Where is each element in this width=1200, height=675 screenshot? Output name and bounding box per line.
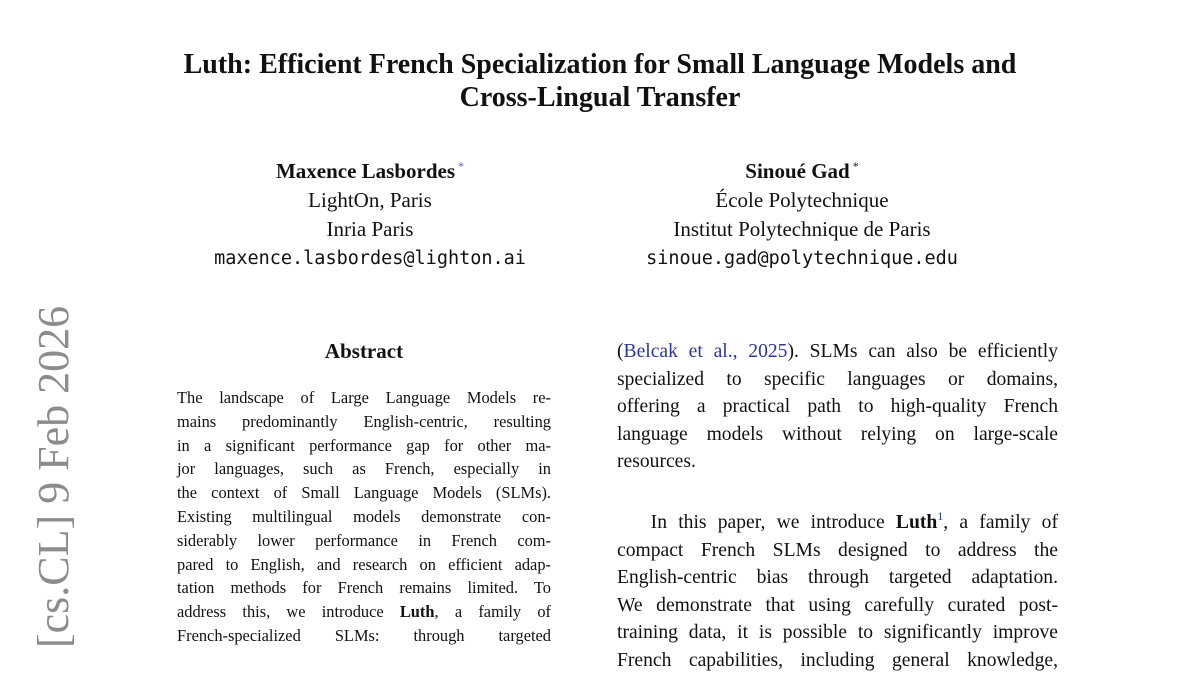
intro-line: We demonstrate that using carefully curated post- [617,594,1058,616]
intro-line: French capabilities, including general knowledge, [617,649,1058,671]
abstract-line: the context of Small Language Models (SLMs). [177,483,551,503]
intro-line: resources. [617,451,696,473]
abstract-heading: Abstract [324,339,404,363]
abstract-line: French-specialized SLMs: through targeted [177,625,551,645]
abstract-body [177,386,551,648]
intro-text: , a family of [943,511,1058,533]
intro-line [617,503,1058,537]
author-marker: * [852,159,859,173]
intro-column [617,338,1058,675]
abstract-line: The landscape of Large Language Models re- [177,388,551,407]
intro-line [617,338,1058,366]
author-name: Sinoué Gad [745,159,850,183]
paper-title [0,48,1200,114]
intro-line: language models without relying on large-scale [617,423,1058,445]
intro-line: offering a practical path to high-quality French [617,396,1058,418]
author-email[interactable]: maxence.lasbordes@lighton.ai [214,248,526,269]
title-line-1: Luth: Efficient French Specialization for Small Language Models and [183,49,1017,80]
intro-line: English-centric bias through targeted adaptation. [617,567,1058,589]
author-affiliation: Inria Paris [326,217,414,241]
author-marker: * [458,159,465,173]
abstract-line: Existing multilingual models demonstrate con- [177,506,551,526]
abstract-line: pared to English, and research on efficient adap- [177,554,551,574]
author-block-2 [612,152,992,273]
author-email[interactable]: sinoue.gad@polytechnique.edu [646,248,958,269]
title-line-2: Cross-Lingual Transfer [459,82,741,113]
citation-link[interactable]: Belcak et al., 2025 [623,341,788,362]
author-name: Maxence Lasbordes [275,159,456,183]
intro-line: compact French SLMs designed to address the [617,539,1058,561]
abstract-line: in a significant performance gap for other ma- [177,435,551,455]
abstract-line: tation methods for French remains limited. To [177,578,551,598]
abstract-line: siderably lower performance in French com- [177,530,551,550]
model-name: Luth [895,511,938,533]
author-affiliation: Institut Polytechnique de Paris [673,217,931,241]
intro-line: training data, it is possible to significantly improve [617,622,1058,644]
paren: ( [617,341,624,362]
abstract-line: jor languages, such as French, especially in [177,459,551,479]
abstract-text: , a family of [434,602,551,622]
abstract-line [177,600,551,624]
intro-paragraph-2 [617,503,1058,675]
abstract-text: address this, we introduce [177,602,400,622]
intro-text: ). SLMs can also be efficiently [787,341,1058,362]
abstract-line: mains predominantly English-centric, resulting [177,411,551,431]
arxiv-stamp: [cs.CL] 9 Feb 2026 [29,305,78,648]
intro-line: specialized to specific languages or domains, [617,368,1058,390]
model-name: Luth [399,602,435,622]
intro-paragraph-1 [617,338,1058,476]
author-block-1 [200,152,540,273]
author-affiliation: LightOn, Paris [308,188,432,212]
footnote-link[interactable]: 1 [937,508,944,523]
author-affiliation: École Polytechnique [715,188,889,212]
intro-text: In this paper, we introduce [650,511,896,533]
